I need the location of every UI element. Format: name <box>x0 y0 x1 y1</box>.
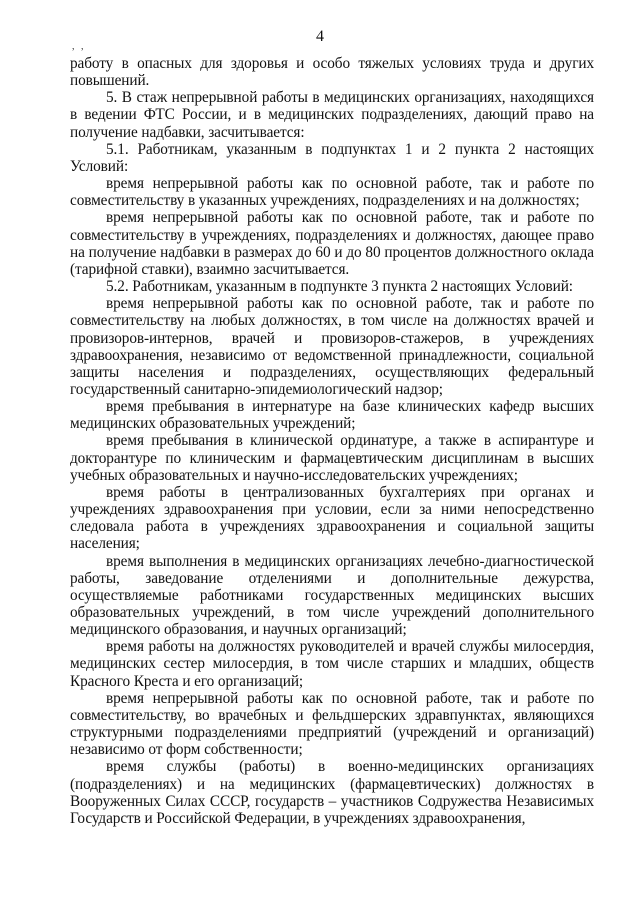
page-number: 4 <box>316 28 324 45</box>
document-body <box>70 55 594 827</box>
scan-artifact-mark: , , <box>72 41 86 52</box>
paragraph: время выполнения в медицинских организациях лечебно-диагностической работы, заведование отделениями и дополнительные дежурства, осуществляемые работниками государственных медицинских высших образовательных учреждений, в том числе учреждений дополнительного медицинского образования, и научных организаций; <box>70 552 594 639</box>
paragraph: время пребывания в клинической ординатуре, а также в аспирантуре и докторантуре по клиническим и фармацевтическим дисциплинам в высших учебных образовательных и научно-исследовательских учреждениях; <box>70 432 594 484</box>
paragraph: время работы в централизованных бухгалтериях при органах и учреждениях здравоохранения при условии, если за ними непосредственно следовала работа в учреждениях здравоохранения и социальной защиты населения; <box>70 483 594 553</box>
paragraph: время непрерывной работы как по основной работе, так и работе по совместительству в указанных учреждениях, подразделениях и на должностях; <box>70 175 594 210</box>
paragraph: 5.1. Работникам, указанным в подпунктах 1 и 2 пункта 2 настоящих Условий: <box>70 140 594 175</box>
paragraph: 5. В стаж непрерывной работы в медицинских организациях, находящихся в ведении ФТС России, и в медицинских подразделениях, дающий право на получение надбавки, засчитывается: <box>70 89 594 141</box>
paragraph: работу в опасных для здоровья и особо тяжелых условиях труда и других повышений. <box>70 55 594 90</box>
paragraph: время пребывания в интернатуре на базе клинических кафедр высших медицинских образовательных учреждений; <box>70 398 594 433</box>
paragraph: время службы (работы) в военно-медицинских организациях (подразделениях) и на медицинских (фармацевтических) должностях в Вооруженных Силах СССР, государств – участников Содружества Независимых Государств и Российской Федерации, в учреждениях здравоохранения, <box>70 758 594 827</box>
paragraph: время работы на должностях руководителей и врачей службы милосердия, медицинских сестер милосердия, в том числе старших и младших, обществ Красного Креста и его организаций; <box>70 638 594 690</box>
paragraph: время непрерывной работы как по основной работе, так и работе по совместительству в учреждениях, подразделениях и должностях, дающее право на получение надбавки в размерах до 60 и до 80 процентов должностного оклада (тарифной ставки), взаимно засчитывается. <box>70 209 594 278</box>
paragraph: время непрерывной работы как по основной работе, так и работе по совместительству на любых должностях, в том числе на должностях врачей и провизоров-интернов, врачей и провизоров-стажеров, в учреждениях здравоохранения, независимо от ведомственной принадлежности, социальной защиты населения и подразделениях, осуществляющих федеральный государственный санитарно-эпидемиологический надзор; <box>70 295 594 398</box>
paragraph: время непрерывной работы как по основной работе, так и работе по совместительству, во врачебных и фельдшерских здравпунктах, являющихся структурными подразделениями предприятий (учреждений и организаций) независимо от форм собственности; <box>70 689 594 759</box>
paragraph: 5.2. Работникам, указанным в подпункте 3 пункта 2 настоящих Условий: <box>106 278 573 296</box>
